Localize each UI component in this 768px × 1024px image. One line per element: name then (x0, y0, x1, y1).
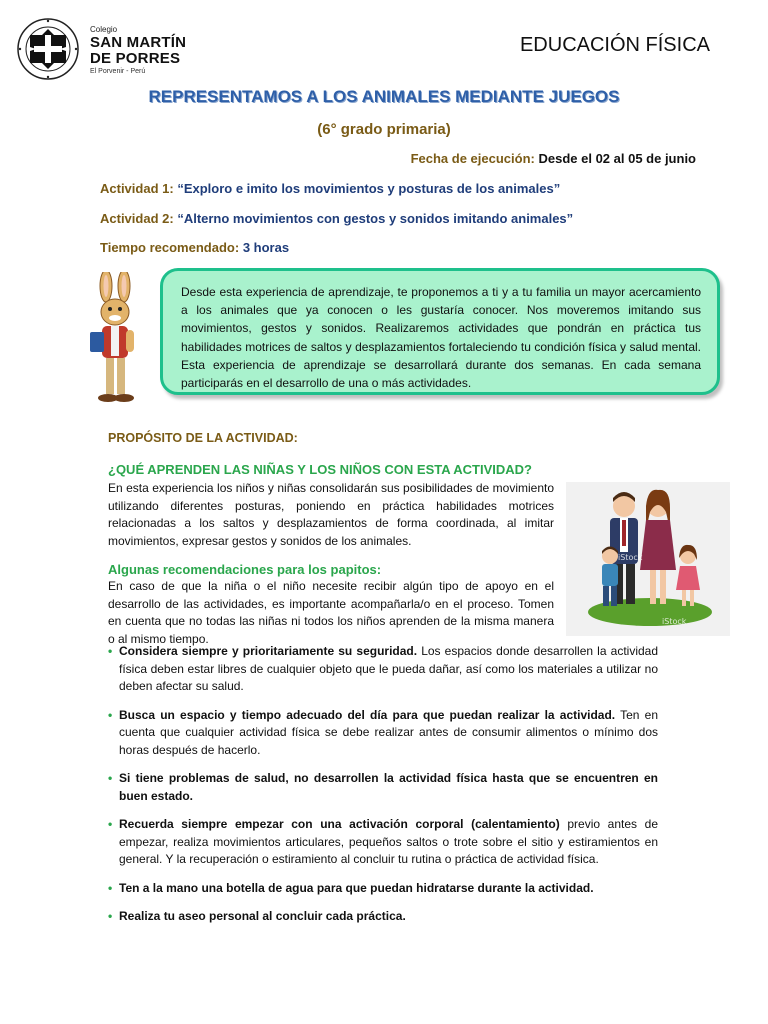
school-name-line2: DE PORRES (90, 50, 181, 67)
list-item: • Considera siempre y prioritariamente su seguridad. Los espacios donde desarrollen la actividad física deben estar libres de cualquier objeto que le pueda dañar, así como los materiales a utilizar no deben afectar su salud. (108, 644, 659, 693)
school-logo (16, 17, 80, 81)
time-label: Tiempo recomendado: (100, 240, 240, 255)
purpose-heading: PROPÓSITO DE LA ACTIVIDAD: (108, 431, 298, 445)
school-small: Colegio (90, 25, 118, 34)
school-name (90, 26, 186, 75)
family-illustration (566, 482, 730, 636)
list-item: • Si tiene problemas de salud, no desarrollen la actividad física hasta que se encuentren en buen estado. (108, 771, 658, 803)
activity-2-label: Actividad 2: (100, 211, 174, 226)
grade-label: (6° grado primaria) (317, 121, 451, 138)
learn-paragraph: En esta experiencia los niños y niñas consolidarán sus posibilidades de movimiento utilizando diferentes posturas, poniendo en práctica habilidades motrices relacionadas a los saltos y desplazamientos de forma coordinada, al imitar movimientos, expresar gestos y sonidos de los animales. (108, 481, 554, 548)
execution-date (411, 151, 696, 166)
activity-1-text: Exploro e imito los movimientos y posturas de los animales (183, 181, 554, 196)
date-label: Fecha de ejecución: (410, 151, 535, 166)
recommend-heading: Algunas recomendaciones para los papitos: (108, 562, 382, 577)
activity-2: Actividad 2: “Alterno movimientos con gestos y sonidos imitando animales” (100, 211, 574, 226)
list-item: • Recuerda siempre empezar con una activación corporal (calentamiento) previo antes de empezar, realiza movimientos articulares, pequeños saltos o trote sobre el sitio y estiramientos en general. Y la recuperación o estiramiento al concluir tu rutina o práctica de actividad física. (108, 817, 658, 866)
list-item: • Realiza tu aseo personal al concluir cada práctica. (108, 909, 406, 923)
time-value: 3 horas (242, 240, 290, 255)
activity-2-text: Alterno movimientos con gestos y sonidos imitando animales (183, 211, 567, 226)
intro-box: Desde esta experiencia de aprendizaje, te proponemos a ti y a tu familia un mayor acercamiento a los animales que ya conocen o les gustaría conocer. Nos moveremos imitando sus movimientos, gestos y sonidos. Realizaremos actividades que pondrán en práctica tus habilidades motrices de saltos y desplazamientos fortaleciendo tu condición física y salud mental. Esta experiencia de aprendizaje se desarrollará durante dos semanas. En cada semana participarás en el desarrollo de una o más actividades. (160, 268, 720, 395)
watermark-text-2: iStock (662, 617, 687, 626)
rabbit-mascot-illustration (82, 272, 146, 408)
watermark-text-1: iStock (618, 553, 643, 562)
school-name-line1: SAN MARTÍN (90, 34, 187, 51)
recommendations-list (108, 643, 658, 937)
activity-1: Actividad 1: “Exploro e imito los movimientos y posturas de los animales” (100, 181, 561, 196)
recommend-paragraph: En caso de que la niña o el niño necesite recibir algún tipo de apoyo en el desarrollo de las actividades, es importante acompañarla/o en el proceso. Tomen en cuenta que no todas las niñas ni todos los niños aprenden de la misma manera o al mismo tiempo. (108, 579, 554, 646)
school-location: El Porvenir - Perú (90, 68, 146, 75)
subject-title: EDUCACIÓN FÍSICA (519, 34, 710, 56)
list-item: • Busca un espacio y tiempo adecuado del día para que puedan realizar la actividad. Ten en cuenta que cualquier actividad física se debe realizar antes de consumir alimentos o mínimo dos horas después de hacerlo. (108, 707, 658, 757)
learn-heading: ¿QUÉ APRENDEN LAS NIÑAS Y LOS NIÑOS CON ESTA ACTIVIDAD? (108, 462, 532, 477)
page-title: REPRESENTAMOS A LOS ANIMALES MEDIANTE JUEGOS (148, 87, 620, 106)
activity-1-label: Actividad 1: (100, 181, 174, 196)
recommended-time (100, 240, 289, 255)
list-item: • Ten a la mano una botella de agua para que puedan hidratarse durante la actividad. (108, 880, 594, 895)
date-value: Desde el 02 al 05 de junio (538, 151, 696, 166)
